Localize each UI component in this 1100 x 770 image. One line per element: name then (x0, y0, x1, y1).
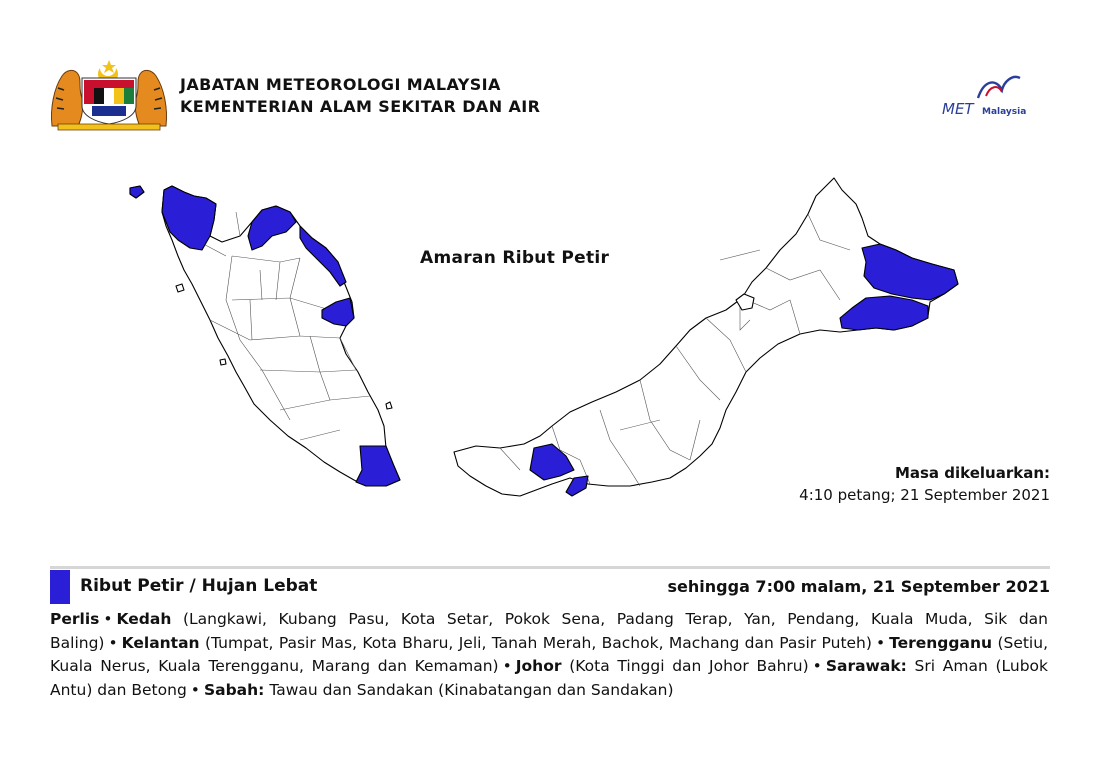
legend-swatch (50, 570, 70, 604)
kelantan-areas: (Tumpat, Pasir Mas, Kota Bharu, Jeli, Tanah Merah, Bachok, Machang dan Pasir Puteh) (205, 633, 872, 652)
state-sarawak: Sarawak: (825, 657, 907, 675)
divider (50, 566, 1050, 569)
kedah-areas: (Langkawi, Kubang Pasu, Kota Setar, Pokok Sena, Padang Terap, Yan, Pendang, Kuala Muda, Sik dan Baling) (50, 610, 1048, 652)
warning-area-lubok-antu (566, 476, 588, 496)
met-logo-sub: Malaysia (982, 107, 1027, 117)
met-malaysia-logo (938, 68, 1050, 120)
state-terengganu: Terengganu (889, 633, 993, 652)
state-johor: Johor (515, 657, 562, 675)
legend (50, 570, 1050, 604)
org-line-2: KEMENTERIAN ALAM SEKITAR DAN AIR (180, 97, 541, 116)
org-line-1: JABATAN METEOROLOGI MALAYSIA (180, 75, 501, 94)
warning-details: Perlis • Kedah (Langkawi, Kubang Pasu, Kota Setar, Pokok Sena, Padang Terap, Yan, Pendang, Kuala Muda, Sik dan Baling) • Kelantan (Tumpat, Pasir Mas, Kota Bharu, Jeli, Tanah Merah, Bachok, Machang dan Pasir Puteh) • Terengganu (Setiu, Kuala Nerus, Kuala Terengganu, Marang dan Kemaman) • Johor (Kota Tinggi dan Johor Bahru) • Sarawak: Sri Aman (Lubok Antu) dan Betong • Sabah: Tawau dan Sandakan (Kinabatangan dan Sandakan) (50, 610, 1049, 699)
state-kedah: Kedah (116, 610, 172, 628)
warning-area-kedah (162, 186, 216, 250)
sabah-areas: Tawau dan Sandakan (Kinabatangan dan Sandakan) (269, 680, 674, 699)
valid-until: sehingga 7:00 malam, 21 September 2021 (667, 577, 1050, 596)
terengganu-areas: (Setiu, Kuala Nerus, Kuala Terengganu, Marang dan Kemaman) (50, 633, 1048, 675)
state-sabah: Sabah: (203, 680, 265, 699)
johor-areas: (Kota Tinggi dan Johor Bahru) (569, 657, 809, 675)
warning-area-langkawi (130, 186, 144, 198)
issued-value: 4:10 petang; 21 September 2021 (799, 486, 1050, 504)
issued-label: Masa dikeluarkan: (894, 464, 1050, 482)
malaysia-coat-of-arms-icon (48, 58, 170, 132)
map-title: Amaran Ribut Petir (420, 248, 610, 268)
header (48, 58, 1058, 138)
met-logo-text: MET (942, 100, 974, 118)
issued-time (799, 462, 1050, 506)
east-malaysia (454, 178, 958, 496)
state-kelantan: Kelantan (121, 633, 200, 652)
sarawak-areas: Sri Aman (Lubok Antu) dan Betong (50, 657, 1049, 699)
state-perlis: Perlis (50, 610, 100, 628)
legend-label: Ribut Petir / Hujan Lebat (80, 576, 318, 596)
organization-name (180, 74, 540, 118)
warning-area-johor (356, 446, 400, 486)
